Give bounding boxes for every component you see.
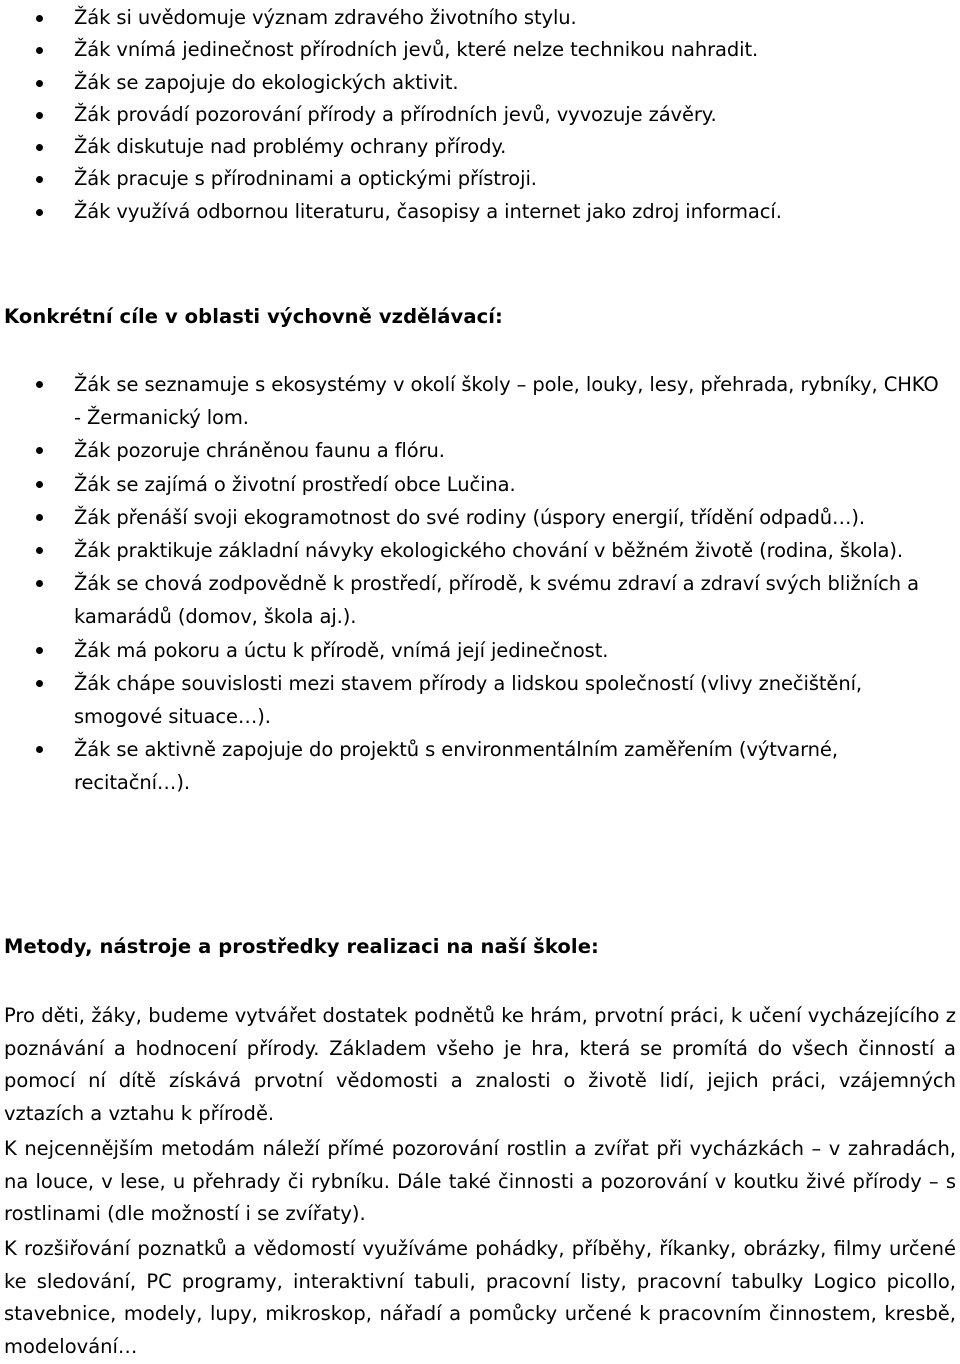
list-item — [0, 733, 960, 799]
paragraph-observation-methods: K nejcennějším metodám náleží přímé pozorování rostlin a zvířat při vycházkách – v zahradách, na louce, v lese, u přehrady či rybníku. Dále také činnosti a pozorování v koutku živé přírody – s rostlinami (dle možností i se zvířaty). — [4, 1137, 956, 1226]
list-item-text: Žák se chová zodpovědně k prostředí, přírodě, k svému zdraví a zdraví svých bližních a kamarádů (domov, škola aj.). — [74, 572, 919, 629]
healthy-lifestyle-goals-list — [0, 2, 960, 228]
section-heading-educational-goals: Konkrétní cíle v oblasti výchovně vzdělávací: — [4, 305, 503, 328]
list-item-text: Žák praktikuje základní návyky ekologického chování v běžném životě (rodina, škola). — [74, 539, 903, 563]
list-item — [0, 163, 960, 195]
list-item — [0, 67, 960, 99]
list-item-text: Žák pozoruje chráněnou faunu a flóru. — [74, 439, 445, 463]
list-item-text: Žák diskutuje nad problémy ochrany přírody. — [74, 135, 507, 159]
bullet-icon — [36, 209, 43, 216]
list-item — [0, 567, 960, 633]
list-item — [0, 434, 960, 467]
bullet-icon — [36, 580, 43, 587]
bullet-icon — [36, 547, 43, 554]
paragraph-play-based-learning: Pro děti, žáky, budeme vytvářet dostatek podnětů ke hrám, prvotní práci, k učení vycházejícího z poznávání a hodnocení přírody. Základem všeho je hra, která se promítá do všech činností a pomocí ní dítě získává prvotní vědomosti a znalosti o životě lidí, jejich práci, vzájemných vztazích a vztahu k přírodě. — [4, 1004, 956, 1126]
list-item-text: Žák má pokoru a úctu k přírodě, vnímá její jedinečnost. — [74, 638, 609, 662]
list-item — [0, 2, 960, 34]
list-item — [0, 368, 960, 434]
list-item-text: Žák pracuje s přírodninami a optickými přístroji. — [74, 167, 537, 191]
bullet-icon — [36, 447, 43, 454]
list-item-text: Žák se zajímá o životní prostředí obce Lučina. — [74, 472, 516, 496]
list-item-text: Žák si uvědomuje význam zdravého životního stylu. — [74, 6, 577, 29]
bullet-icon — [36, 381, 43, 388]
list-item-text: Žák přenáší svoji ekogramotnost do své rodiny (úspory energií, třídění odpadů…). — [74, 505, 865, 529]
list-item-text: Žák vnímá jedinečnost přírodních jevů, které nelze technikou nahradit. — [74, 38, 759, 62]
section-heading-methods: Metody, nástroje a prostředky realizaci na naší škole: — [4, 935, 599, 958]
list-item — [0, 634, 960, 667]
list-item — [0, 534, 960, 567]
list-item-text: Žák provádí pozorování přírody a přírodních jevů, vyvozuje závěry. — [74, 102, 717, 126]
bullet-icon — [36, 15, 43, 22]
list-item — [0, 667, 960, 733]
list-item — [0, 99, 960, 131]
list-item-text: Žák se zapojuje do ekologických aktivit. — [74, 70, 459, 94]
list-item — [0, 34, 960, 66]
list-item — [0, 468, 960, 501]
bullet-icon — [36, 514, 43, 521]
bullet-icon — [36, 47, 43, 54]
educational-goals-list — [0, 368, 960, 800]
list-item — [0, 131, 960, 163]
bullet-icon — [36, 80, 43, 87]
bullet-icon — [36, 144, 43, 151]
bullet-icon — [36, 680, 43, 687]
bullet-icon — [36, 176, 43, 183]
list-item-text: Žák chápe souvislosti mezi stavem přírody a lidskou společností (vlivy znečištění, smogové situace…). — [74, 671, 863, 729]
bullet-icon — [36, 481, 43, 488]
bullet-icon — [36, 112, 43, 119]
list-item — [0, 196, 960, 228]
bullet-icon — [36, 746, 43, 753]
bullet-icon — [36, 647, 43, 654]
list-item — [0, 501, 960, 534]
paragraph-teaching-aids: K rozšiřování poznatků a vědomostí využíváme pohádky, příběhy, říkanky, obrázky, filmy určené ke sledování, PC programy, interaktivní tabuli, pracovní listy, pracovní tabulky Logico picollo, stavebnice, modely, lupy, mikroskop, nářadí a pomůcky určené k pracovním činnostem, kresbě, modelování… — [4, 1237, 956, 1359]
list-item-text: Žák se aktivně zapojuje do projektů s environmentálním zaměřením (výtvarné, recitační…). — [74, 738, 838, 795]
list-item-text: Žák se seznamuje s ekosystémy v okolí školy – pole, louky, lesy, přehrada, rybníky, CHKO - Žermanický lom. — [74, 373, 939, 430]
list-item-text: Žák využívá odbornou literaturu, časopisy a internet jako zdroj informací. — [74, 199, 782, 223]
